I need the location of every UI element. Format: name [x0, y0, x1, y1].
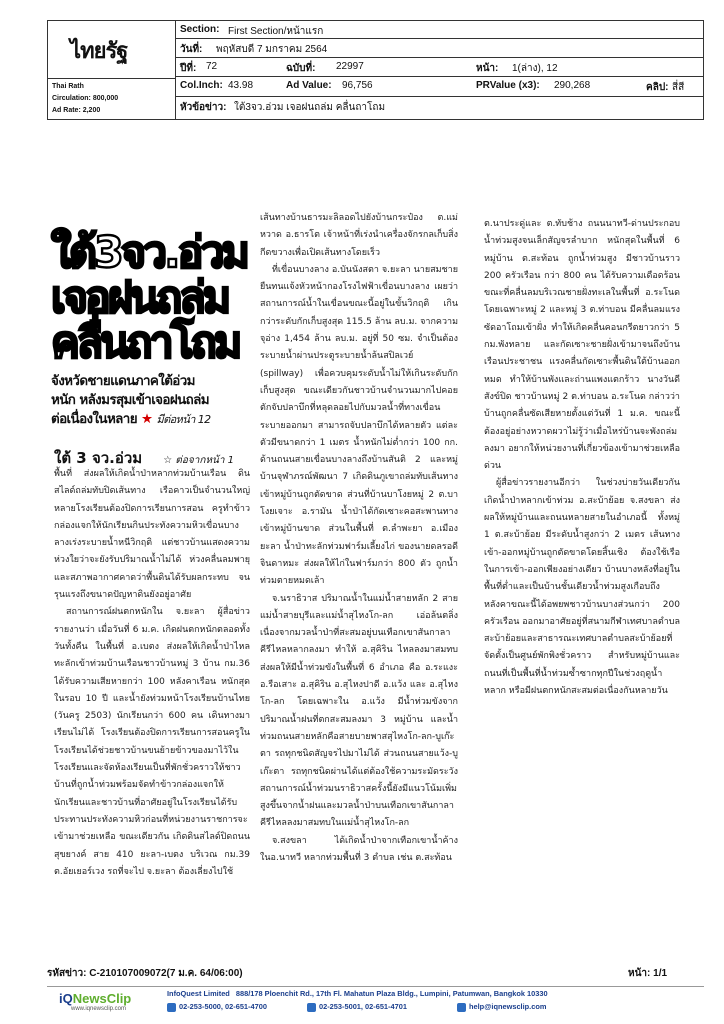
paragraph: สถานการณ์ฝนตกหนักใน จ.ยะลา ผู้สื่อข่าวรายงานว่า เมื่อวันที่ 6 ม.ค. เกิดฝนตกหนักตลอดทั้งวันทั้งคืน ในพื้นที่ อ.เบตง ส่งผลให้เกิดน้ำป่าไหลทะลักเข้าท่วมบ้านเรือนชาวบ้านหมู่ 3 บ้าน กม.36 ได้รับความเสียหายกว่า 100 หลังคาเรือน หนักสุดในรอบ 10 ปี และน้ำยังท่วมหน้าโรงเรียนบ้านไทย (วันครู 2503) นักเรียนกว่า 600 คน เดินทางมาเรียนไม่ได้ โรงเรียนต้องปิดการเรียนการสอนครูในโรงเรียนได้ช่วยชาวบ้านขนย้ายข้าวของมาไว้ในโรงเรียนและจัดห้องเรียนเป็นที่พักชั่วคราวให้ชาวบ้านที่ถูกน้ำท่วมพร้อมจัดทำข้าวกล่องแจกให้นักเรียนและชาวบ้านที่อาศัยอยู่ในโรงเรียนได้รับประทานประทังความหิวก่อนที่หน่วยงานราชการจะเข้ามาช่วยเหลือ ขณะเดียวกัน เกิดดินสไลด์ปิดถนนสุขยางค์ สาย 410 ยะลา-เบตง บริเวณ กม.39 ต.อัยเยอร์เวง รถที่จะไป จ.ยะลา ต้องเลี่ยงไปใช้: [54, 607, 250, 877]
section-value: First Section/หน้าแรก: [228, 26, 324, 37]
article-column-3: [484, 216, 680, 756]
star-icon: ★: [141, 412, 153, 427]
headline-line-1: ใต้3จว.อ่วม: [51, 228, 247, 278]
paragraph: เส้นทางบ้านธารมะลิลอดไปยังบ้านกระป๋อง ต.แม่หวาด อ.ธารโต เจ้าหน้าที่เร่งนำเครื่องจักรกลเก็บสิ่งกีดขวางเพื่อเปิดเส้นทางโดยเร็ว: [260, 213, 458, 258]
subhead-line-1: จังหวัดชายแดนภาคใต้อ่วม: [51, 374, 195, 389]
thairath-logo: ไทยรัฐ: [70, 38, 128, 64]
page-value: 1(ล่าง), 12: [512, 63, 558, 74]
year-value: 72: [206, 61, 218, 72]
footer-bar: [47, 986, 704, 1016]
paragraph: ต.นาประดู่และ ต.ทับช้าง ถนนนาทวี-ด่านประกอบน้ำท่วมสูงจนเล็กสัญจรลำบาก หนักสุดในพื้นที่ 6 หมู่บ้าน ต.สะท้อน ถูกน้ำท่วมสูง มีชาวบ้านราว 200 ครัวเรือน กว่า 800 คน ได้รับความเดือดร้อน ขณะที่คลื่นลมบริเวณชายฝั่งทะเลในพื้นที่ อ.ระโนด โดยเฉพาะหมู่ 2 และหมู่ 3 ต.ท่าบอน มีคลื่นลมแรงซัดอาโถมเข้าฝั่ง ทำให้เกิดคลื่นคอนกรีตยาวกว่า 5 กม.พังทลาย และกัดเซาะชายฝั่งเข้ามาจนถึงบ้านเรือนประชาชน แรงคลื่นกัดเซาะพื้นดินใต้บ้านออกหมด ทำให้บ้านพังและถ่านแพงแตกร้าว นางวันดี สังข์ปิด ชาวบ้านหมู่ 2 ต.ท่าบอน อ.ระโนด กล่าวว่า บ้านถูกคลื่นซัดเสียหายตั้งแต่วันที่ 1 ม.ค. ขณะนี้ต้องอยู่อย่างหวาดผวาไม่รู้ว่าเมื่อไหร่บ้านจะพังถล่มลงมา อยากให้หน่วยงานที่เกี่ยวข้องเข้ามาช่วยเหลือด่วน: [484, 219, 680, 472]
prval-label: PRValue (x3):: [476, 80, 540, 91]
headline-row: [176, 97, 704, 119]
email-item: [457, 1002, 546, 1012]
adval-value: 96,756: [342, 80, 373, 91]
subhead-line-2: หนัก หลังมรสุมเข้าเจอฝนถล่ม: [51, 393, 209, 408]
date-row: [176, 39, 704, 57]
fax-icon: [307, 1003, 316, 1012]
iqnewsclip-logo: [59, 991, 131, 1006]
subhead-text: ต่อเนื่องในหลาย: [51, 412, 137, 427]
headline-value: ใต้3จว.อ่วม เจอฝนถล่ม คลื่นถาโถม: [234, 102, 386, 113]
prval-value: 290,268: [554, 80, 591, 91]
headline-line-2: เจอฝนถล่ม: [51, 273, 229, 323]
clip-label: คลิป:: [646, 82, 669, 93]
headline-line-3: คลื่นถาโถม: [51, 318, 240, 368]
paragraph: จ.นราธิวาส ปริมาณน้ำในแม่น้ำสายหลัก 2 สาย แม่น้ำสายบุรีและแม่น้ำสุไหงโก-ลก เอ่อล้นตลิ่งเนื่องจากมวลน้ำป่าที่สะสมอยู่บนเทือกเขาสันกาลาคีรีไหลหลากลงมา ทำให้ อ.สุคิริน ไหลลงมาสมทบส่งผลให้มีน้ำท่วมขังในพื้นที่ 6 อำเภอ คือ อ.ระแงะ อ.รือเสาะ อ.สุคิริน อ.สุไหงปาดี อ.แว้ง และ อ.สุไหงโก-ลก โดยเฉพาะใน อ.แว้ง มีน้ำท่วมขังจากปริมาณน้ำฝนที่ตกสะสมลงมา 3 หมู่บ้าน และน้ำท่วมถนนสายหลักคือสายบายพาสสุไหงโก-ลก-บูเก๊ะตา รถทุกชนิดสัญจรไปมาไม่ได้ ส่วนถนนสายแว้ง-บูเก๊ะตา รถทุกชนิดผ่านได้แต่ต้องใช้ความระมัดระวัง สถานการณ์น้ำท่วมนราธิวาสครั้งนี้ยังมีแนวโน้มเพิ่มสูงขึ้นจากน้ำฝนและมวลน้ำป่าบนเทือกเขาสันกาลาคีรีไหลลงมาสมทบในแม่น้ำสุไหงโก-ลก: [260, 593, 458, 829]
page-count: หน้า: 1/1: [628, 968, 668, 979]
news-id: รหัสข่าว: C-210107009072(7 ม.ค. 64/06:00): [47, 968, 243, 979]
logo-newsclip: NewsClip: [72, 991, 132, 1006]
paragraph: ผู้สื่อข่าวรายงานอีกว่า ในช่วงบ่ายวันเดียวกันเกิดน้ำป่าหลากเข้าท่วม อ.สะบ้าย้อย จ.สงขลา ส่งผลให้หมู่บ้านและถนนหลายสายในอำเภอนี้ ทั้งหมู่ 1 ต.สะบ้าย้อย มีระดับน้ำสูงกว่า 2 เมตร เส้นทางเข้า-ออกหมู่บ้านถูกตัดขาดโดยสิ้นเชิง ต้องใช้เรือในการเข้า-ออกเพียงอย่างเดียว บ้านบางหลังที่อยู่ในพื้นที่ต่ำและเป็นบ้านชั้นเดียวน้ำท่วมสูงเกือบถึงหลังคาขณะนี้ได้อพยพชาวบ้านบางส่วนกว่า 200 ครัวเรือน ออกมาอาศัยอยู่ที่สนามกีฬาเทศบาลตำบลสะบ้าย้อยและสาธารณะเทศบาลตำบลสะบ้าย้อยที่จัดตั้งเป็นศูนย์พักพิงชั่วคราว สำหรับหมู่บ้านและถนนที่เป็นพื้นที่น้ำท่วมซ้ำซากทุกปีในช่วงฤดูน้ำหลาก หรือมีฝนตกหนักสะสมต่อเนื่องกันหลายวัน: [484, 478, 680, 697]
phone-icon: [167, 1003, 176, 1012]
company-name: InfoQuest Limited: [167, 989, 230, 998]
issue-row: [176, 57, 704, 77]
issue-value: 22997: [336, 61, 364, 72]
colinch-label: Col.Inch:: [180, 80, 223, 91]
front-page-headline: [47, 228, 247, 435]
circulation: Circulation: 800,000: [52, 95, 119, 102]
email[interactable]: help@iqnewsclip.com: [469, 1002, 547, 1011]
logo-iq: iQ: [59, 991, 73, 1006]
date-value: พฤหัสบดี 7 มกราคม 2564: [216, 44, 328, 55]
clip-value: สี่สี: [672, 82, 685, 93]
address: 888/178 Ploenchit Rd., 17th Fl. Mahatun Plaza Bldg., Lumpini, Patumwan, Bangkok 10330: [235, 989, 548, 998]
section-row: [176, 21, 704, 39]
headline-label: หัวข้อข่าว:: [180, 102, 227, 113]
fax: 02-253-5001, 02-651-4701: [319, 1002, 407, 1011]
phone: 02-253-5000, 02-651-4700: [179, 1002, 267, 1011]
adval-label: Ad Value:: [286, 80, 332, 91]
publication-panel: [48, 21, 176, 119]
section-label: Section:: [180, 24, 220, 35]
brand-url[interactable]: www.iqnewsclip.com: [71, 1006, 127, 1012]
logo-box: [48, 21, 175, 79]
publication-name: Thai Rath: [52, 83, 84, 90]
address-row: [167, 989, 548, 998]
phone-item: [167, 1002, 267, 1012]
year-label: ปีที่:: [180, 63, 197, 74]
continuation-title: ใต้ 3 จว.อ่วม: [54, 449, 143, 467]
fax-item: [307, 1002, 407, 1012]
issue-label: ฉบับที่:: [286, 63, 316, 74]
article-column-1: [54, 466, 250, 946]
page-label: หน้า:: [476, 63, 499, 74]
paragraph: พื้นที่ ส่งผลให้เกิดน้ำป่าหลากท่วมบ้านเรือน ดินสไลด์ถล่มทับปิดเส้นทาง เรือคาวเป็นจำนวนใหญ่หลายโรงเรียนต้องปิดการเรียนการสอน ครูทำข้าวกล่องแจกให้นักเรียนกินประทังความหิวเขื่อนบางลางเร่งระบายน้ำหนีวิกฤติ แต่ชาวบ้านแสดงความห่วงใยว่าจะยังรับปริมาณน้ำไม่ได้ ห่วงคลื่นลมพายุและสภาพอากาศคาดว่าพื้นดินได้รับผลกระทบ จนรุนแรงถึงขนาดปัญหาดินยังอยู่อาศัย: [54, 469, 250, 601]
clip-metadata: [176, 21, 704, 119]
date-label: วันที่:: [180, 44, 203, 55]
value-row: [176, 77, 704, 97]
paragraph: จ.สงขลา ได้เกิดน้ำป่าจากเทือกเขาน้ำค้างในอ.นาทวี หลากท่วมพื้นที่ 3 ตำบล เช่น ต.สะท้อน: [260, 835, 458, 863]
email-icon: [457, 1003, 466, 1012]
article-column-2: [260, 210, 458, 950]
ad-rate: Ad Rate: 2,200: [52, 107, 101, 114]
continue-note: มีต่อหน้า 12: [156, 413, 211, 426]
paragraph: ที่เขื่อนบางลาง อ.บันนังสตา จ.ยะลา นายสมชาย ยืนทนแจ้งหัวหน้ากองโรงไฟฟ้าเขื่อนบางลาง เผยว่าสถานการณ์น้ำในเขื่อนขณะนี้อยู่ในขั้นวิกฤติ เกินกว่าระดับกักเก็บสูงสุด 115.5 ล้าน ลบ.ม. จากความจุอ่าง 1,454 ล้าน ลบ.ม. อยู่ที่ 50 ซม. จำเป็นต้องระบายน้ำผ่านประตูระบายน้ำล้นสปิลเวย์ (spillway) เพื่อควบคุมระดับน้ำไม่ให้เกินระดับกักเก็บสูงสุด ขณะเดียวกันชาวบ้านจำนวนมากไปคอยตักจับปลาบึกที่หลุดลอยไปกับมวลน้ำที่ทางเขื่อนระบายออกมา สามารถจับปลาบึกได้หลายตัว แต่ละตัวมีขนาดกว่า 1 เมตร น้ำหนักไม่ต่ำกว่า 100 กก. ด้านถนนสายเขื่อนบางลางถึงบ้านสันติ 2 และหมู่บ้านจุฬาภรณ์พัฒนา 7 เกิดดินภูเขาถล่มทับเส้นทางเข้าหมู่บ้านถูกตัดขาด ส่วนที่บ้านบาโงยหมู่ 2 ต.บาโงยเจาะ อ.รามัน น้ำป่าได้กัดเซาะคอสะพานทางเข้าหมู่บ้านขาด ส่วนในพื้นที่ ต.ลำพะยา อ.เมืองยะลา น้ำป่าทะลักท่วมฟาร์มเลี้ยงไก่ ของนายดลรอดี จินดาหมะ ส่งผลให้ไก่ในฟาร์มกว่า 800 ตัว ถูกน้ำท่วมตายหมดเล้า: [260, 264, 458, 587]
clip-header: [47, 20, 704, 120]
subhead-line-3: [51, 408, 211, 429]
colinch-value: 43.98: [228, 80, 254, 91]
continuation-from: ☆ ต่อจากหน้า 1: [163, 455, 235, 466]
